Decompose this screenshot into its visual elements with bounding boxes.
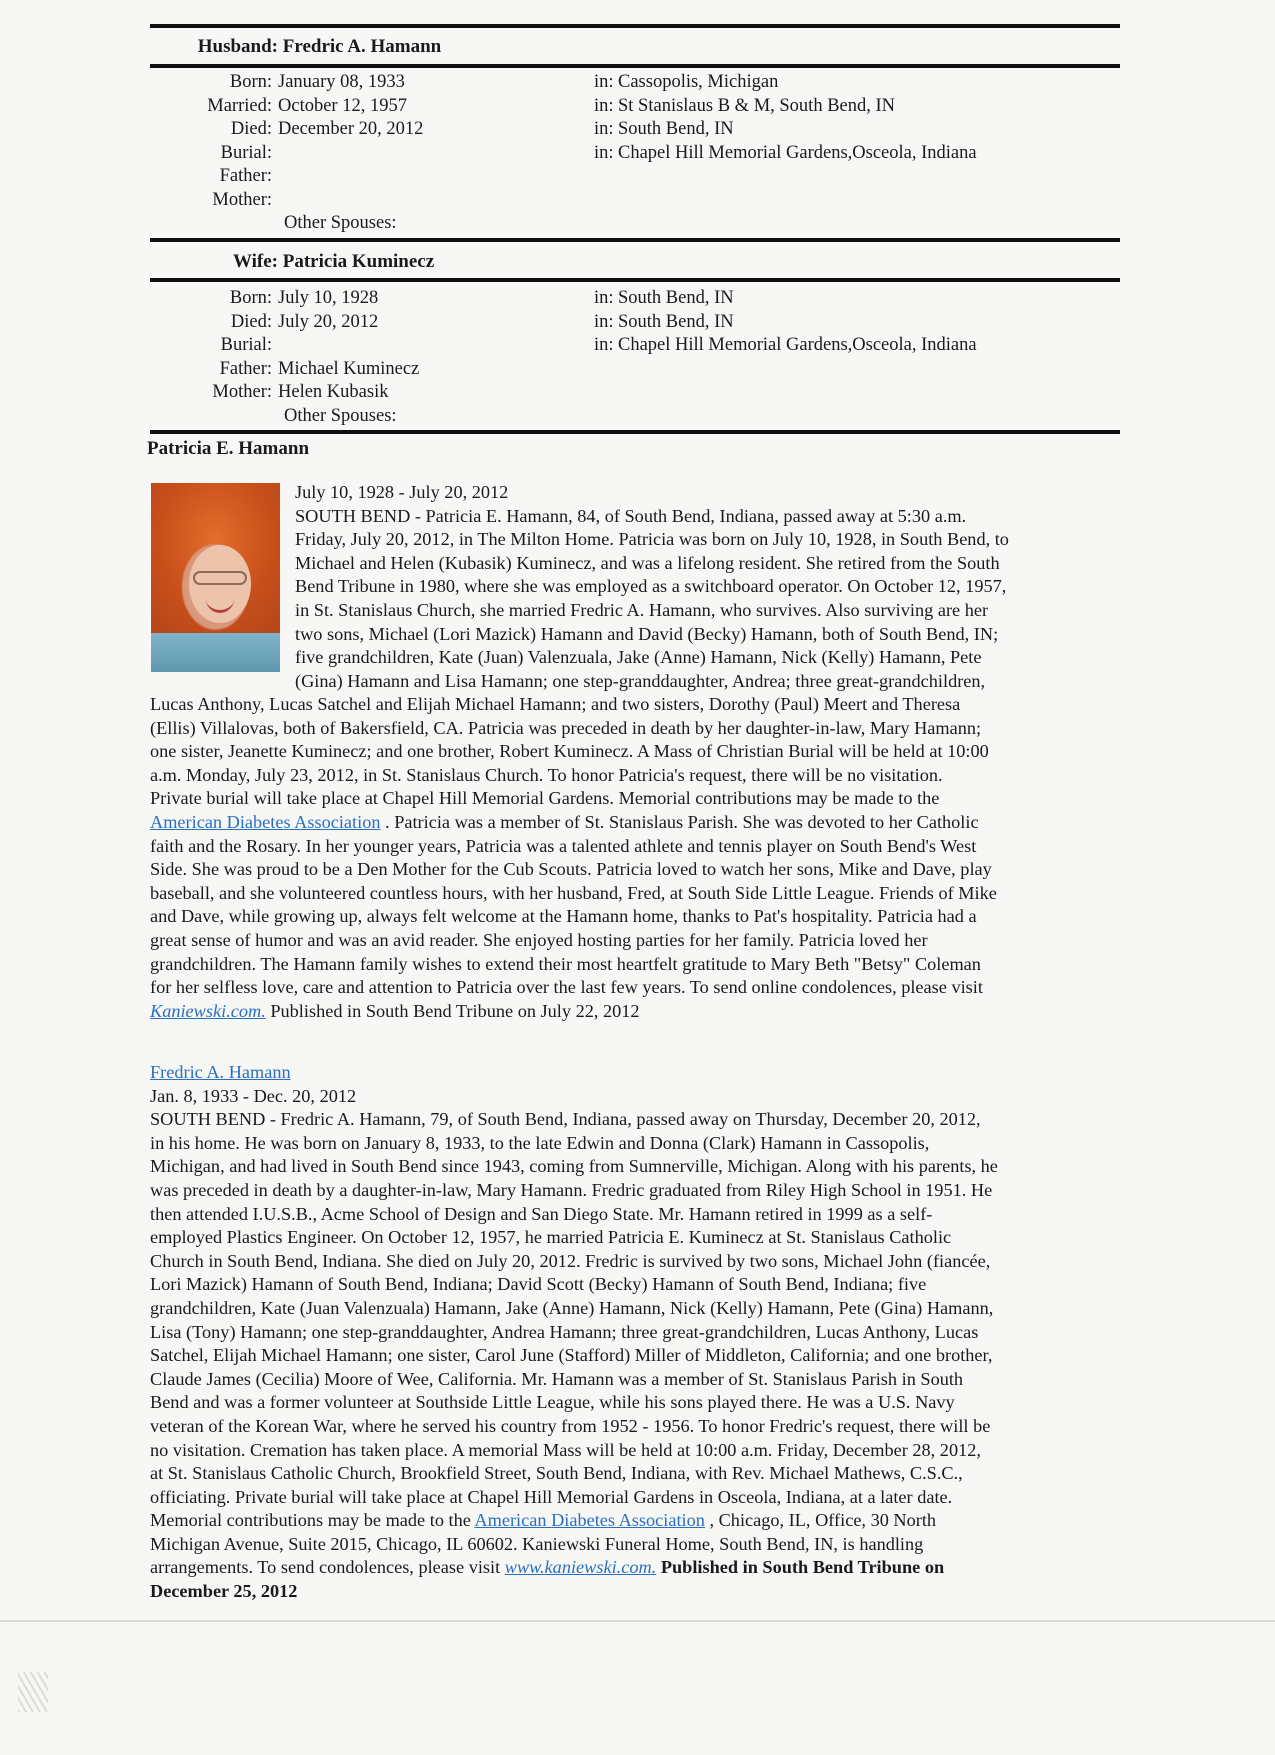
fredric-published-date: December 25, 2012 bbox=[150, 1581, 298, 1602]
scan-mark bbox=[18, 1672, 48, 1712]
obit-line: Side. She was proud to be a Den Mother for the Cub Scouts. Patricia loved to watch her sons, Mike and Dave, play bbox=[150, 859, 992, 880]
husband-fact-row bbox=[150, 71, 1098, 95]
fact-value: July 10, 1928 bbox=[278, 288, 379, 308]
obit-line: Lori Mazick) Hamann of South Bend, Indiana; David Scott (Becky) Hamann of South Bend, Indiana; five bbox=[150, 1274, 927, 1295]
obit-line: Bend Tribune in 1980, where she was employed as a switchboard operator. On October 12, 1957, bbox=[295, 576, 1007, 597]
obit-line: Bend and was a former volunteer at Southside Little League, while his sons played there. He was a U.S. Navy bbox=[150, 1392, 955, 1413]
obit-line: Church in South Bend, Indiana. She died on July 20, 2012. Fredric is survived by two sons, Michael John (fiancée, bbox=[150, 1250, 991, 1271]
fact-place: South Bend, IN bbox=[618, 288, 734, 308]
obit-line: employed Plastics Engineer. On October 12, 1957, he married Patricia E. Kuminecz at St. Stanislaus Catholic bbox=[150, 1227, 952, 1248]
fact-in-label: in: bbox=[594, 95, 614, 116]
wife-heading-label: Wife: bbox=[232, 251, 278, 272]
obit-line: five grandchildren, Kate (Juan) Valenzuala, Jake (Anne) Hamann, Nick (Kelly) Hamann, Pete bbox=[295, 647, 982, 668]
obit-line: baseball, and she volunteered countless hours, with her husband, Fred, at South Side Little League. Friends of Mike bbox=[150, 882, 997, 903]
fact-in-label: in: bbox=[594, 72, 614, 92]
wife-facts bbox=[150, 287, 1098, 428]
wife-fact-row bbox=[150, 381, 1098, 405]
section-rule bbox=[150, 430, 1120, 434]
obit-line: then attended I.U.S.B., Acme School of Design and San Diego State. Mr. Hamann retired in 1999 as a self- bbox=[150, 1203, 933, 1224]
fredric-obit bbox=[150, 1061, 998, 1604]
obit-line: SOUTH BEND - Fredric A. Hamann, 79, of South Bend, Indiana, passed away on Thursday, December 20, 2012, bbox=[150, 1109, 981, 1130]
obit-line: a.m. Monday, July 23, 2012, in St. Stanislaus Church. To honor Patricia's request, there will be no visitation. bbox=[150, 764, 943, 785]
fact-value: January 08, 1933 bbox=[278, 72, 405, 92]
fact-value: December 20, 2012 bbox=[278, 119, 424, 139]
fredric-link-line-rest: , Chicago, IL, Office, 30 North bbox=[704, 1510, 937, 1531]
wife-top-rule bbox=[150, 238, 1120, 242]
fact-label: Mother: bbox=[212, 189, 272, 210]
obit-line: at St. Stanislaus Catholic Church, Brookfield Street, South Bend, Indiana, with Rev. Michael Mathews, C.S.C., bbox=[150, 1463, 963, 1484]
fact-place bbox=[618, 189, 1098, 213]
fredric-kaniewski-link[interactable]: www.kaniewski.com. bbox=[504, 1557, 657, 1578]
wife-fact-row bbox=[150, 334, 1098, 358]
fredric-link-line bbox=[150, 1509, 998, 1533]
obit-line: Michigan, and had lived in South Bend since 1943, coming from Sumnerville, Michigan. Along with his parents, he bbox=[150, 1156, 998, 1177]
wife-heading bbox=[150, 251, 434, 273]
fact-value: Michael Kuminecz bbox=[278, 358, 420, 379]
fact-in-label bbox=[594, 189, 618, 213]
fact-in-label: in: bbox=[594, 142, 614, 163]
wife-fact-row bbox=[150, 358, 1098, 382]
fredric-line-after-link: Michigan Avenue, Suite 2015, Chicago, IL 60602. Kaniewski Funeral Home, South Bend, IN, is handling bbox=[150, 1533, 924, 1554]
patricia-link-line-rest: . Patricia was a member of St. Stanislaus Parish. She was devoted to her Catholic bbox=[380, 811, 979, 832]
photo-shirt bbox=[151, 633, 280, 672]
obit-line: July 10, 1928 - July 20, 2012 bbox=[295, 482, 509, 502]
fredric-last-line bbox=[150, 1556, 998, 1580]
obit-line: Private burial will take place at Chapel Hill Memorial Gardens. Memorial contributions may be made to the bbox=[150, 788, 940, 809]
fact-label: Mother: bbox=[212, 382, 272, 402]
patricia-photo bbox=[151, 483, 280, 672]
fact-label: Burial: bbox=[220, 335, 272, 355]
husband-fact-row bbox=[150, 165, 1098, 189]
patricia-kaniewski-link[interactable]: Kaniewski.com. bbox=[150, 1000, 266, 1021]
wife-fact-row bbox=[150, 311, 1098, 335]
obit-line: veteran of the Korean War, where he served his country from 1952 - 1956. To honor Fredric's request, there will be bbox=[150, 1415, 991, 1436]
patricia-last-line bbox=[150, 1000, 997, 1024]
fact-label: Father: bbox=[219, 358, 272, 379]
fact-label: Father: bbox=[219, 166, 272, 186]
husband-fact-row bbox=[150, 142, 1098, 166]
patricia-obit-body bbox=[150, 693, 997, 1023]
obit-line: grandchildren. The Hamann family wishes to extend their most heartfelt gratitude to Mary Beth "Betsy" Coleman bbox=[150, 953, 981, 974]
scan-edge bbox=[0, 1620, 1275, 1622]
obit-line: two sons, Michael (Lori Mazick) Hamann and David (Becky) Hamann, both of South Bend, IN; bbox=[295, 623, 999, 644]
husband-name: Fredric A. Hamann bbox=[282, 36, 442, 57]
obit-line: Lisa (Tony) Hamann; one step-granddaughter, Andrea Hamann; three great-grandchildren, Lucas Anthony, Lucas bbox=[150, 1321, 979, 1342]
patricia-published-text: Published in South Bend Tribune on July 22, 2012 bbox=[265, 1000, 640, 1021]
fact-in-label: in: bbox=[594, 311, 614, 332]
patricia-obit-title: Patricia E. Hamann bbox=[147, 438, 310, 459]
obit-line: Jan. 8, 1933 - Dec. 20, 2012 bbox=[150, 1085, 357, 1106]
husband-fact-row bbox=[150, 95, 1098, 119]
obit-line: SOUTH BEND - Patricia E. Hamann, 84, of South Bend, Indiana, passed away at 5:30 a.m. bbox=[295, 505, 967, 526]
fact-label: Died: bbox=[230, 311, 272, 332]
husband-facts bbox=[150, 71, 1098, 236]
obit-line: in his home. He was born on January 8, 1933, to the late Edwin and Donna (Clark) Hamann in Cassopolis, bbox=[150, 1132, 930, 1153]
fact-place bbox=[618, 381, 1098, 405]
obit-line: officiating. Private burial will take place at Chapel Hill Memorial Gardens in Osceola, Indiana, at a later date. bbox=[150, 1486, 953, 1507]
obit-line: (Ellis) Villalovas, both of Bakersfield, CA. Patricia was preceded in death by her daughter-in-law, Mary Hamann; bbox=[150, 717, 982, 738]
photo-glasses bbox=[193, 571, 247, 585]
wife-other-spouses: Other Spouses: bbox=[284, 405, 397, 426]
fact-value: Helen Kubasik bbox=[278, 382, 389, 402]
fact-in-label bbox=[594, 165, 618, 189]
fredric-link-line-before: Memorial contributions may be made to the bbox=[150, 1510, 475, 1531]
husband-rule bbox=[150, 64, 1120, 68]
fact-place bbox=[618, 165, 1098, 189]
obit-line: great sense of humor and was an avid reader. She enjoyed hosting parties for her family. Patricia loved her bbox=[150, 929, 928, 950]
fact-in-label: in: bbox=[594, 288, 614, 308]
obit-line: for her selfless love, care and attention to Patricia over the last few years. To send online condolences, please visit bbox=[150, 977, 983, 998]
fact-value bbox=[278, 142, 594, 166]
fredric-diabetes-link[interactable]: American Diabetes Association bbox=[474, 1510, 705, 1531]
wife-name: Patricia Kuminecz bbox=[282, 251, 435, 272]
obit-line: Lucas Anthony, Lucas Satchel and Elijah Michael Hamann; and two sisters, Dorothy (Paul) Meert and Theresa bbox=[150, 694, 961, 714]
obit-line: Claude James (Cecilia) Moore of Wee, California. Mr. Hamann was a member of St. Stanislaus Parish in South bbox=[150, 1368, 964, 1389]
fact-value: October 12, 1957 bbox=[278, 95, 407, 116]
fact-value bbox=[278, 189, 594, 213]
husband-fact-row bbox=[150, 189, 1098, 213]
fact-value bbox=[278, 165, 594, 189]
fact-label: Born: bbox=[229, 72, 272, 92]
obit-line: no visitation. Cremation has taken place. A memorial Mass will be held at 10:00 a.m. Friday, December 28, 2012, bbox=[150, 1439, 981, 1460]
fredric-title-link[interactable]: Fredric A. Hamann bbox=[150, 1062, 291, 1082]
patricia-link-line bbox=[150, 811, 997, 835]
fact-in-label bbox=[594, 358, 618, 382]
fact-label: Died: bbox=[230, 119, 272, 139]
fact-label: Born: bbox=[229, 288, 272, 308]
fact-place: St Stanislaus B & M, South Bend, IN bbox=[618, 95, 896, 116]
wife-fact-row bbox=[150, 287, 1098, 311]
fact-in-label bbox=[594, 381, 618, 405]
wife-rule bbox=[150, 278, 1120, 282]
patricia-diabetes-link[interactable]: American Diabetes Association bbox=[150, 811, 381, 832]
obit-line: Satchel, Elijah Michael Hamann; one sister, Carol June (Stafford) Miller of Middleton, California; and one brother, bbox=[150, 1345, 993, 1366]
fact-place: Chapel Hill Memorial Gardens,Osceola, Indiana bbox=[618, 142, 977, 163]
fact-in-label: in: bbox=[594, 335, 614, 355]
fredric-last-line-before: arrangements. To send condolences, please visit bbox=[150, 1557, 505, 1578]
fact-place bbox=[618, 358, 1098, 382]
obit-line: one sister, Jeanette Kuminecz; and one brother, Robert Kuminecz. A Mass of Christian Burial will be held at 10:00 bbox=[150, 741, 989, 762]
fact-place: Chapel Hill Memorial Gardens,Osceola, Indiana bbox=[618, 335, 977, 355]
fact-place: Cassopolis, Michigan bbox=[618, 72, 779, 92]
fact-place: South Bend, IN bbox=[618, 311, 734, 332]
obit-line: and Dave, while growing up, always felt welcome at the Hamann home, thanks to Pat's hospitality. Patricia had a bbox=[150, 906, 977, 927]
fact-place: South Bend, IN bbox=[618, 119, 734, 139]
top-rule bbox=[150, 24, 1120, 28]
obit-line: Friday, July 20, 2012, in The Milton Home. Patricia was born on July 10, 1928, in South Bend, to bbox=[295, 529, 1009, 550]
obit-line: grandchildren, Kate (Juan Valenzuala) Hamann, Jake (Anne) Hamann, Nick (Kelly) Hamann, Pete (Gina) Hamann, bbox=[150, 1297, 994, 1318]
fact-value: July 20, 2012 bbox=[278, 311, 379, 332]
obit-line: Michael and Helen (Kubasik) Kuminecz, and was a lifelong resident. She retired from the South bbox=[295, 552, 1000, 573]
fredric-published-text: Published in South Bend Tribune on bbox=[656, 1557, 945, 1578]
fact-label: Burial: bbox=[220, 142, 272, 163]
obit-line: was preceded in death by a daughter-in-law, Mary Hamann. Fredric graduated from Riley High School in 1951. He bbox=[150, 1179, 993, 1200]
husband-fact-row bbox=[150, 118, 1098, 142]
fact-in-label: in: bbox=[594, 119, 614, 139]
obit-line: in St. Stanislaus Church, she married Fredric A. Hamann, who survives. Also surviving are her bbox=[295, 599, 989, 620]
fact-label: Married: bbox=[207, 95, 272, 116]
obit-line: (Gina) Hamann and Lisa Hamann; one step-granddaughter, Andrea; three great-grandchildren, bbox=[295, 670, 986, 691]
husband-heading bbox=[150, 36, 441, 58]
fact-value bbox=[278, 334, 594, 358]
husband-heading-label: Husband: bbox=[197, 36, 278, 57]
husband-other-spouses: Other Spouses: bbox=[284, 213, 397, 233]
patricia-obit-intro bbox=[295, 481, 1009, 693]
obit-line: faith and the Rosary. In her younger years, Patricia was a talented athlete and tennis player on South Bend's West bbox=[150, 835, 977, 856]
